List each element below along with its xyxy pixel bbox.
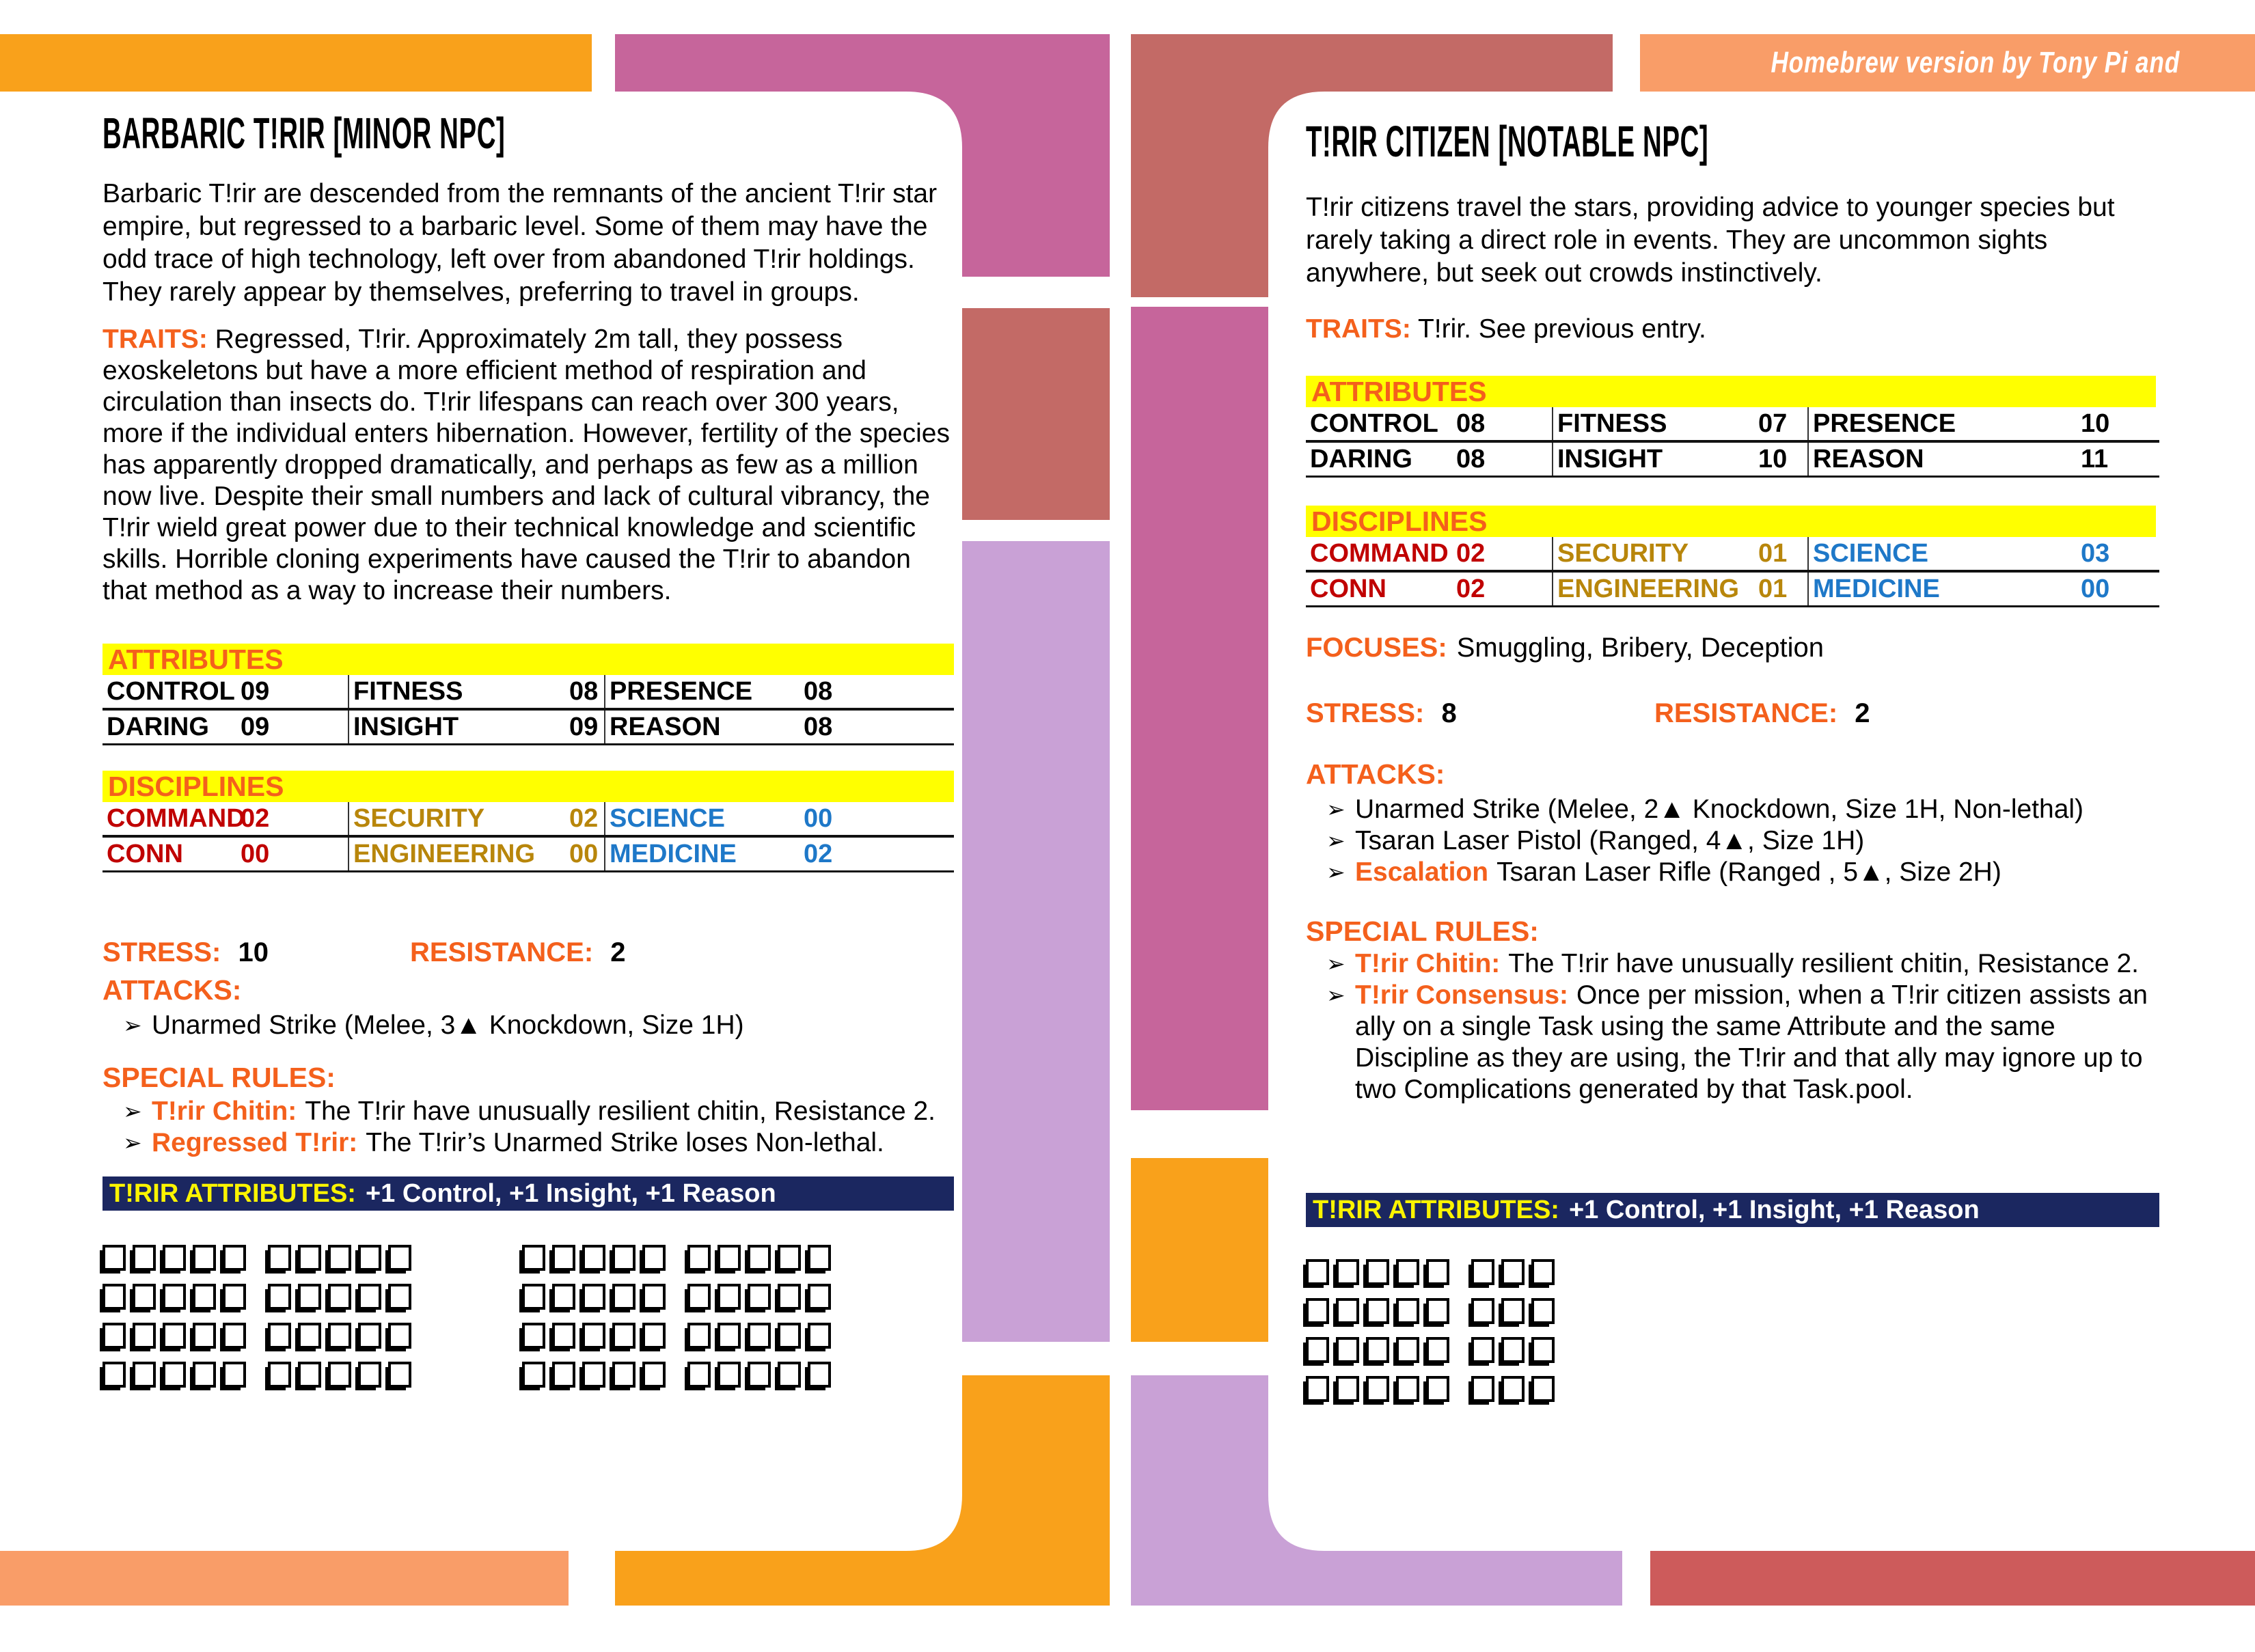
stress-checkbox[interactable] bbox=[328, 1362, 351, 1388]
stress-checkbox[interactable] bbox=[1426, 1337, 1449, 1363]
attribute-cell: REASON 11 bbox=[1807, 443, 2159, 476]
right-attacks-list bbox=[1306, 794, 2160, 888]
stress-checkbox[interactable] bbox=[1336, 1337, 1359, 1363]
left-attributes-table bbox=[102, 675, 954, 745]
stress-checkbox[interactable] bbox=[102, 1323, 126, 1349]
stress-checkbox[interactable] bbox=[522, 1284, 545, 1310]
arrow-bullet-icon: ➢ bbox=[1326, 859, 1345, 885]
stress-checkbox[interactable] bbox=[522, 1323, 545, 1349]
stress-checkbox[interactable] bbox=[718, 1323, 741, 1349]
stress-label: STRESS: bbox=[1306, 698, 1425, 728]
stress-checkbox[interactable] bbox=[388, 1362, 411, 1388]
stress-checkbox[interactable] bbox=[1306, 1376, 1329, 1402]
table-row bbox=[102, 802, 954, 838]
stress-track-row bbox=[1306, 1298, 1576, 1337]
stress-checkbox[interactable] bbox=[552, 1362, 575, 1388]
stress-checkbox[interactable] bbox=[358, 1245, 381, 1271]
stress-checkbox[interactable] bbox=[102, 1245, 126, 1271]
arrow-bullet-icon: ➢ bbox=[123, 1013, 142, 1038]
arrow-bullet-icon: ➢ bbox=[1326, 982, 1345, 1008]
stress-checkbox[interactable] bbox=[1471, 1376, 1494, 1402]
stress-checkbox[interactable] bbox=[522, 1245, 545, 1271]
stress-checkbox[interactable] bbox=[1471, 1337, 1494, 1363]
stress-value: 8 bbox=[1441, 698, 1457, 728]
stress-checkbox[interactable] bbox=[718, 1362, 741, 1388]
stress-checkbox[interactable] bbox=[687, 1362, 711, 1388]
stress-checkbox[interactable] bbox=[718, 1284, 741, 1310]
right-disciplines-header: DISCIPLINES bbox=[1306, 506, 2156, 537]
right-stress-line bbox=[1306, 698, 2160, 729]
table-row bbox=[1306, 407, 2159, 443]
stress-checkbox[interactable] bbox=[268, 1245, 291, 1271]
right-focuses-line bbox=[1306, 633, 1824, 663]
stress-checkbox[interactable] bbox=[522, 1362, 545, 1388]
stress-checkbox[interactable] bbox=[102, 1362, 126, 1388]
stress-checkbox[interactable] bbox=[1336, 1298, 1359, 1324]
discipline-cell: COMMAND 02 bbox=[107, 804, 270, 833]
lcars-rose-block bbox=[962, 308, 1110, 520]
stress-checkbox[interactable] bbox=[778, 1245, 801, 1271]
attribute-cell: PRESENCE 10 bbox=[1807, 407, 2159, 440]
left-attributes-header: ATTRIBUTES bbox=[102, 644, 954, 675]
stress-checkbox[interactable] bbox=[163, 1245, 186, 1271]
left-column-barbaric-tirir bbox=[102, 0, 954, 1652]
stress-track-row bbox=[102, 1362, 853, 1401]
stress-checkbox[interactable] bbox=[388, 1323, 411, 1349]
attribute-cell: PRESENCE 08 bbox=[604, 675, 954, 708]
stress-checkbox[interactable] bbox=[163, 1284, 186, 1310]
stress-checkbox[interactable] bbox=[223, 1362, 246, 1388]
arrow-bullet-icon: ➢ bbox=[123, 1099, 142, 1124]
stress-checkbox[interactable] bbox=[133, 1362, 156, 1388]
stress-checkbox[interactable] bbox=[1426, 1376, 1449, 1402]
discipline-cell: SCIENCE 03 bbox=[1807, 537, 2159, 570]
table-row bbox=[102, 711, 954, 743]
stress-checkbox[interactable] bbox=[328, 1284, 351, 1310]
right-species-attributes-bar: T!RIR ATTRIBUTES: +1 Control, +1 Insight, +1 Reason bbox=[1306, 1193, 2159, 1227]
attribute-cell: DARING 08 bbox=[1310, 445, 1486, 473]
stress-checkbox[interactable] bbox=[388, 1284, 411, 1310]
stress-checkbox[interactable] bbox=[748, 1323, 771, 1349]
stress-checkbox[interactable] bbox=[1531, 1298, 1555, 1324]
discipline-cell: SECURITY 02 bbox=[348, 802, 604, 835]
attribute-cell: INSIGHT 09 bbox=[348, 711, 604, 743]
left-stress-line bbox=[102, 937, 954, 968]
stress-checkbox[interactable] bbox=[328, 1323, 351, 1349]
stress-checkbox[interactable] bbox=[808, 1284, 831, 1310]
stress-track-row bbox=[1306, 1337, 1576, 1376]
stress-checkbox[interactable] bbox=[1426, 1298, 1449, 1324]
resistance-value: 2 bbox=[1855, 698, 1870, 728]
stress-track-row bbox=[1306, 1376, 1576, 1415]
stress-checkbox[interactable] bbox=[1396, 1337, 1419, 1363]
stress-checkbox[interactable] bbox=[1306, 1337, 1329, 1363]
special-rule-item: ➢ T!rir Chitin: The T!rir have unusually resilient chitin, Resistance 2. bbox=[102, 1096, 954, 1127]
lcars-orange-block bbox=[1131, 1158, 1268, 1342]
stress-checkbox[interactable] bbox=[1366, 1376, 1389, 1402]
left-description: Barbaric T!rir are descended from the remnants of the ancient T!rir star empire, but regressed to a barbaric level. Some of them may have the odd trace of high technology, left over from abandoned T!rir holdings. They rarely appear by themselves, preferring to travel in groups. bbox=[102, 179, 938, 307]
arrow-bullet-icon: ➢ bbox=[1326, 951, 1345, 976]
stress-checkbox[interactable] bbox=[642, 1362, 666, 1388]
stress-checkbox[interactable] bbox=[808, 1245, 831, 1271]
stress-checkbox[interactable] bbox=[808, 1362, 831, 1388]
stress-checkbox[interactable] bbox=[1426, 1259, 1449, 1285]
stress-checkbox[interactable] bbox=[298, 1245, 321, 1271]
special-rule-item: ➢ Regressed T!rir: The T!rir’s Unarmed Strike loses Non-lethal. bbox=[102, 1127, 954, 1159]
stress-checkbox[interactable] bbox=[1306, 1259, 1329, 1285]
stress-checkbox[interactable] bbox=[268, 1284, 291, 1310]
stress-checkbox[interactable] bbox=[1366, 1259, 1389, 1285]
stress-checkbox[interactable] bbox=[193, 1362, 216, 1388]
table-row bbox=[102, 838, 954, 870]
resistance-value: 2 bbox=[610, 937, 626, 967]
lcars-lilac-block bbox=[962, 541, 1110, 1342]
stress-checkbox[interactable] bbox=[687, 1245, 711, 1271]
right-special-rules-header: SPECIAL RULES: bbox=[1306, 916, 1539, 947]
left-species-attributes-bar: T!RIR ATTRIBUTES: +1 Control, +1 Insight, +1 Reason bbox=[102, 1176, 954, 1211]
discipline-cell: CONN 02 bbox=[1310, 575, 1486, 603]
stress-checkbox[interactable] bbox=[748, 1362, 771, 1388]
stress-checkbox[interactable] bbox=[223, 1245, 246, 1271]
stress-checkbox[interactable] bbox=[163, 1323, 186, 1349]
stress-checkbox[interactable] bbox=[1396, 1376, 1419, 1402]
stress-checkbox[interactable] bbox=[298, 1362, 321, 1388]
stress-checkbox[interactable] bbox=[1366, 1337, 1389, 1363]
attack-item: ➢ Unarmed Strike (Melee, 2▲ Knockdown, Size 1H, Non-lethal) bbox=[1306, 794, 2160, 825]
stress-checkbox[interactable] bbox=[748, 1284, 771, 1310]
attack-item: ➢ Tsaran Laser Pistol (Ranged, 4▲, Size 1H) bbox=[1306, 825, 2160, 857]
stress-checkbox[interactable] bbox=[358, 1284, 381, 1310]
stress-track-row bbox=[102, 1245, 853, 1284]
stress-checkbox[interactable] bbox=[1471, 1298, 1494, 1324]
table-row bbox=[1306, 537, 2159, 573]
stress-checkbox[interactable] bbox=[163, 1362, 186, 1388]
table-row bbox=[1306, 443, 2159, 476]
stress-checkbox[interactable] bbox=[193, 1284, 216, 1310]
table-row bbox=[1306, 573, 2159, 605]
stress-checkbox[interactable] bbox=[778, 1362, 801, 1388]
right-description: T!rir citizens travel the stars, providing advice to younger species but rarely taking a direct role in events. They are uncommon sights anywhere, but seek out crowds instinctively. bbox=[1306, 193, 2115, 288]
stress-checkbox[interactable] bbox=[1396, 1298, 1419, 1324]
credit-text: Homebrew version by Tony Pi and Dave Van Domelen bbox=[1771, 46, 2180, 137]
stress-checkbox[interactable] bbox=[612, 1362, 636, 1388]
left-attacks-header: ATTACKS: bbox=[102, 974, 242, 1006]
stress-checkbox[interactable] bbox=[1531, 1376, 1555, 1402]
right-attacks-header: ATTACKS: bbox=[1306, 758, 1445, 790]
stress-checkbox[interactable] bbox=[1501, 1337, 1525, 1363]
left-attacks-list bbox=[102, 1010, 954, 1041]
right-traits: TRAITS: T!rir. See previous entry. bbox=[1306, 314, 1706, 344]
left-disciplines-table bbox=[102, 802, 954, 872]
stress-checkbox[interactable] bbox=[687, 1284, 711, 1310]
stress-checkbox[interactable] bbox=[612, 1245, 636, 1271]
arrow-bullet-icon: ➢ bbox=[123, 1130, 142, 1155]
stress-checkbox[interactable] bbox=[582, 1284, 605, 1310]
stress-checkbox[interactable] bbox=[1501, 1376, 1525, 1402]
stress-checkbox[interactable] bbox=[358, 1362, 381, 1388]
attribute-cell: FITNESS 07 bbox=[1552, 407, 1807, 440]
stress-checkbox[interactable] bbox=[552, 1323, 575, 1349]
attribute-cell: REASON 08 bbox=[604, 711, 954, 743]
stress-checkbox[interactable] bbox=[552, 1245, 575, 1271]
stress-checkbox[interactable] bbox=[778, 1284, 801, 1310]
stress-checkbox[interactable] bbox=[808, 1323, 831, 1349]
stress-checkbox[interactable] bbox=[1531, 1337, 1555, 1363]
stress-checkbox[interactable] bbox=[1366, 1298, 1389, 1324]
stress-checkbox[interactable] bbox=[328, 1245, 351, 1271]
attribute-cell: FITNESS 08 bbox=[348, 675, 604, 708]
discipline-cell: ENGINEERING 01 bbox=[1552, 573, 1807, 605]
stress-label: STRESS: bbox=[102, 937, 221, 967]
stress-checkbox[interactable] bbox=[358, 1323, 381, 1349]
discipline-cell: COMMAND 02 bbox=[1310, 539, 1486, 568]
attack-item: ➢ Escalation Tsaran Laser Rifle (Ranged , 5▲, Size 2H) bbox=[1306, 857, 2160, 888]
lcars-pink-block bbox=[1131, 307, 1268, 1110]
resistance-label: RESISTANCE: bbox=[410, 937, 594, 967]
left-special-rules-header: SPECIAL RULES: bbox=[102, 1062, 336, 1093]
discipline-cell: ENGINEERING 00 bbox=[348, 838, 604, 870]
left-traits: TRAITS: Regressed, T!rir. Approximately 2m tall, they possess exoskeletons but have a more efficient method of respiration and circulation than insects do. T!rir lifespans can reach over 300 years, more if the individual enters hibernation. However, fertility of the species has apparently dropped dramatically, and perhaps as few as a million now live. Despite their small numbers and lack of cultural vibrancy, the T!rir wield great power due to their technical knowledge and scientific skills. Horrible cloning experiments have caused the T!rir to abandon that method as a way to increase their numbers. bbox=[102, 325, 950, 605]
focuses-label: FOCUSES: bbox=[1306, 633, 1447, 663]
stress-checkbox[interactable] bbox=[298, 1284, 321, 1310]
discipline-cell: MEDICINE 00 bbox=[1807, 573, 2159, 605]
stress-checkbox[interactable] bbox=[1501, 1259, 1525, 1285]
special-rule-item: ➢ T!rir Consensus: Once per mission, when a T!rir citizen assists an ally on a single Task using the same Attribute and the same Discipline as they are using, the T!rir and that ally may ignore up to two Complications generated by that Task.pool. bbox=[1306, 980, 2160, 1105]
stress-checkbox[interactable] bbox=[1396, 1259, 1419, 1285]
table-row bbox=[102, 675, 954, 711]
stress-checkbox[interactable] bbox=[582, 1245, 605, 1271]
left-disciplines-header: DISCIPLINES bbox=[102, 771, 954, 802]
attribute-cell: CONTROL 09 bbox=[107, 677, 270, 706]
right-disciplines-table bbox=[1306, 537, 2159, 607]
stress-checkbox[interactable] bbox=[133, 1245, 156, 1271]
stress-track-row bbox=[102, 1284, 853, 1323]
right-column-tirir-citizen bbox=[1306, 0, 2160, 1652]
stress-checkbox[interactable] bbox=[1306, 1298, 1329, 1324]
stress-checkbox[interactable] bbox=[642, 1245, 666, 1271]
stress-checkbox[interactable] bbox=[133, 1284, 156, 1310]
stress-checkbox[interactable] bbox=[748, 1245, 771, 1271]
arrow-bullet-icon: ➢ bbox=[1326, 828, 1345, 853]
stress-checkbox[interactable] bbox=[552, 1284, 575, 1310]
stress-checkbox[interactable] bbox=[612, 1284, 636, 1310]
stress-checkbox[interactable] bbox=[612, 1323, 636, 1349]
left-special-rules-list bbox=[102, 1096, 954, 1159]
right-stress-track bbox=[1306, 1259, 1576, 1415]
stress-checkbox[interactable] bbox=[298, 1323, 321, 1349]
right-special-rules-list bbox=[1306, 948, 2160, 1105]
stress-checkbox[interactable] bbox=[268, 1362, 291, 1388]
right-attributes-table bbox=[1306, 407, 2159, 478]
stress-checkbox[interactable] bbox=[642, 1323, 666, 1349]
stress-checkbox[interactable] bbox=[133, 1323, 156, 1349]
attribute-cell: DARING 09 bbox=[107, 713, 270, 741]
discipline-cell: MEDICINE 02 bbox=[604, 838, 954, 870]
focuses-value: Smuggling, Bribery, Deception bbox=[1456, 633, 1824, 663]
stress-checkbox[interactable] bbox=[1336, 1376, 1359, 1402]
right-attributes-header: ATTRIBUTES bbox=[1306, 376, 2156, 407]
stress-checkbox[interactable] bbox=[1501, 1298, 1525, 1324]
stress-checkbox[interactable] bbox=[268, 1323, 291, 1349]
stress-checkbox[interactable] bbox=[642, 1284, 666, 1310]
resistance-label: RESISTANCE: bbox=[1654, 698, 1838, 728]
stress-track-row bbox=[102, 1323, 853, 1362]
stress-checkbox[interactable] bbox=[1471, 1259, 1494, 1285]
left-stress-track bbox=[102, 1245, 853, 1401]
stress-checkbox[interactable] bbox=[388, 1245, 411, 1271]
page-title-left: BARBARIC T!RIR [MINOR NPC] bbox=[102, 109, 506, 158]
stress-checkbox[interactable] bbox=[193, 1245, 216, 1271]
special-rule-item: ➢ T!rir Chitin: The T!rir have unusually resilient chitin, Resistance 2. bbox=[1306, 948, 2160, 980]
discipline-cell: SECURITY 01 bbox=[1552, 537, 1807, 570]
arrow-bullet-icon: ➢ bbox=[1326, 797, 1345, 822]
page-title-right: T!RIR CITIZEN [NOTABLE NPC] bbox=[1306, 117, 1709, 166]
stress-checkbox[interactable] bbox=[687, 1323, 711, 1349]
attribute-cell: CONTROL 08 bbox=[1310, 409, 1486, 438]
stress-checkbox[interactable] bbox=[582, 1323, 605, 1349]
stress-checkbox[interactable] bbox=[193, 1323, 216, 1349]
discipline-cell: CONN 00 bbox=[107, 840, 270, 868]
stress-value: 10 bbox=[238, 937, 269, 967]
stress-checkbox[interactable] bbox=[223, 1323, 246, 1349]
stress-checkbox[interactable] bbox=[778, 1323, 801, 1349]
stress-checkbox[interactable] bbox=[582, 1362, 605, 1388]
stress-track-row bbox=[1306, 1259, 1576, 1298]
stress-checkbox[interactable] bbox=[102, 1284, 126, 1310]
attack-item: ➢ Unarmed Strike (Melee, 3▲ Knockdown, Size 1H) bbox=[102, 1010, 954, 1041]
stress-checkbox[interactable] bbox=[1336, 1259, 1359, 1285]
stress-checkbox[interactable] bbox=[1531, 1259, 1555, 1285]
stress-checkbox[interactable] bbox=[718, 1245, 741, 1271]
discipline-cell: SCIENCE 00 bbox=[604, 802, 954, 835]
attribute-cell: INSIGHT 10 bbox=[1552, 443, 1807, 476]
stress-checkbox[interactable] bbox=[223, 1284, 246, 1310]
